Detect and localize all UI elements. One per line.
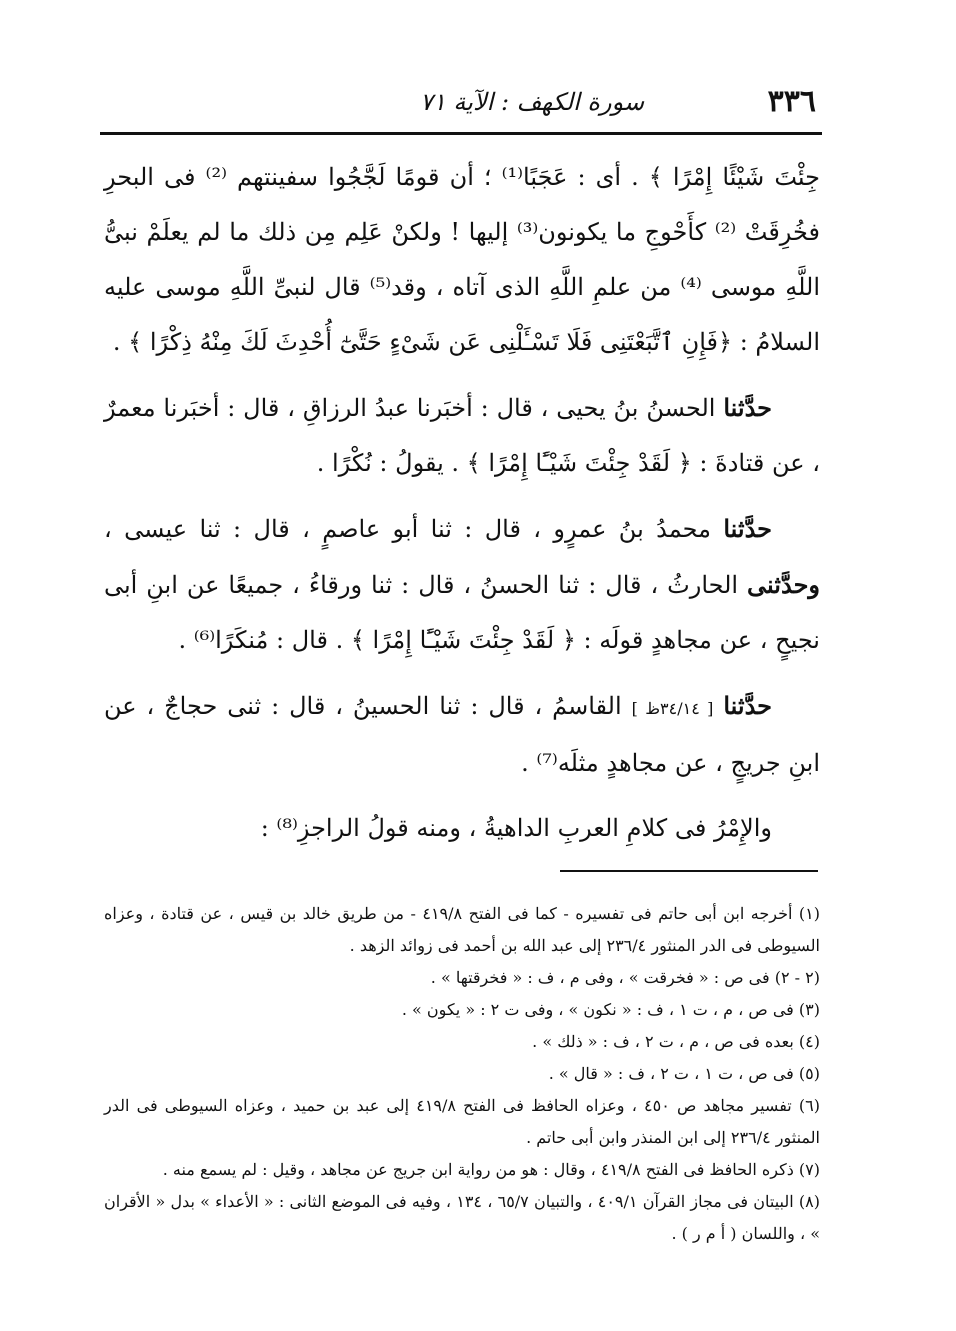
paragraph-3-lead-2: وحدَّثنى [747,570,820,599]
paragraph-5 [104,801,820,856]
running-title: سورة الكهف : الآية ٧١ [420,88,645,116]
manuscript-ref: [ ٣٤/١٤ظ ] [631,699,714,718]
footnote-6: (٦) تفسير مجاهد ص ٤٥٠ ، وعزاه الحافظ فى الفتح ٤١٩/٨ إلى عبد بن حميد ، وعزاه السيوطى فى الدر المنثور ٢٣٦/٤ إلى ابن المنذر وابن أبى حاتم . [104,1096,821,1147]
paragraph-5-text: والإِمْرُ فى كلامِ العربِ الداهيةُ ، ومنه قولُ الراجزِ⁽⁸⁾ : [260,814,772,842]
footnote-2: (٢ - ٢) فى ص : « فخرقت » ، وفى م ، ف : « فخرقتها » . [430,968,820,987]
paragraph-2-text: الحسنُ بنُ يحيى ، قال : أخبَرنا عبدُ الرزاقِ ، قال : أخبَرنا معمرٌ ، عن قتادةَ : ﴿ لَقَدْ جِئْتَ شَيْـًٔا إِمْرًا ﴾ . يقولُ : نُكْرًا . [104,394,820,477]
footnote-8: (٨) البيتان فى مجاز القرآن ٤٠٩/١ ، والتبيان ٦٥/٧ ، ١٣٤ ، وفيه فى الموضع الثانى : « الأعداء » بدل « الأقران » ، واللسان ( أ م ر ) . [104,1192,821,1243]
footnote-4: (٤) بعده فى ص ، م ، ت ٢ ، ف : « ذلك » . [532,1032,820,1051]
paragraph-1 [104,150,820,370]
paragraph-1-text: جِئْتَ شَيْئًا إِمْرًا ﴾ . أى : عَجَبًا⁽¹⁾ ؛ أن قومًا لَجَّجُوا سفينتهم ⁽²⁾ فى البحرِ فخُرِقَتْ ⁽²⁾ كأَحْوجِ ما يكونون⁽³⁾ إليها ! ولكنْ عَلِم مِن ذلك ما لم يعلَمْ نبىُّ اللَّهِ موسى ⁽⁴⁾ من علمِ اللَّهِ الذى آتاه ، وقد⁽⁵⁾ قال لنبىِّ اللَّهِ موسى عليه السلامُ : ﴿فَإِنِ ٱتَّبَعْتَنِى فَلَا تَسْـَٔلْنِى عَن شَىْءٍ حَتَّىٰٓ أُحْدِثَ لَكَ مِنْهُ ذِكْرًا ﴾ . [104,163,820,356]
footnote-3: (٣) فى ص ، م ، ت ١ ، ف : « نكون » ، وفى ت ٢ : « يكون » . [401,1000,820,1019]
main-text [104,150,820,866]
footnote-rule [560,870,818,872]
page-header [100,82,822,130]
paragraph-3-text-a: محمدُ بنُ عمرٍو ، قال : ثنا أبو عاصمٍ ، قال : ثنا عيسى ، [104,515,711,543]
paragraph-3-text-b: الحارثُ ، قال : ثنا الحسنُ ، قال : ثنا ورقاءُ ، جميعًا عن ابنِ أبى نجيحٍ ، عن مجاهدٍ قولَه : ﴿ لَقَدْ جِئْتَ شَيْـًٔا إِمْرًا ﴾ . قال : مُنكَرًا⁽⁶⁾ . [104,571,820,654]
paragraph-4-lead: حدَّثنا [723,691,772,720]
paragraph-2-lead: حدَّثنا [723,393,772,422]
paragraph-3-lead: حدَّثنا [723,514,772,543]
paragraph-4-text: القاسمُ ، قال : ثنا الحسينُ ، قال : ثنى حجاجٌ ، عن ابنِ جريجٍ ، عن مجاهدٍ مثلَه⁽⁷⁾ . [104,692,820,777]
footnote-5: (٥) فى ص ، ت ١ ، ت ٢ ، ف : « قال » . [548,1064,820,1083]
header-rule [100,132,822,135]
page-number: ٣٣٦ [767,84,816,119]
footnotes [104,898,820,1250]
paragraph-2 [104,380,820,491]
paragraph-4 [104,678,820,791]
paragraph-3 [104,501,820,668]
footnote-7: (٧) ذكره الحافظ فى الفتح ٤١٩/٨ ، وقال : هو من رواية ابن جريج عن مجاهد ، وقيل : لم يسمع منه . [162,1160,820,1179]
footnote-1: (١) أخرجه ابن أبى حاتم فى تفسيره - كما فى الفتح ٤١٩/٨ - من طريق خالد بن قيس ، عن قتادة ، وعزاه السيوطى فى الدر المنثور ٢٣٦/٤ إلى عبد الله بن أحمد فى زوائد الزهد . [104,904,821,955]
